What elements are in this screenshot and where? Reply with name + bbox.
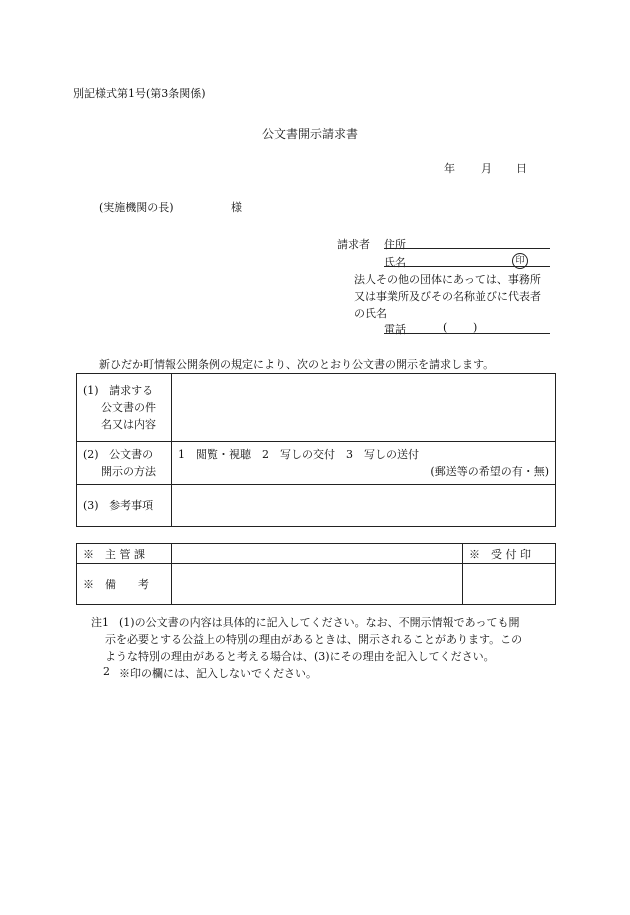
note1-line1: (1)の公文書の内容は具体的に記入してください。なお、不開示情報であっても開 <box>119 616 520 629</box>
mail-preference-note: (郵送等の希望の有・無) <box>430 465 549 478</box>
address-label: 住所 <box>384 238 406 251</box>
seal-mark: 印 <box>512 253 528 269</box>
row2-label-line2: 開示の方法 <box>101 465 156 478</box>
requester-label: 請求者 <box>337 238 370 251</box>
note1-line3: ような特別の理由があると考える場合は、(3)にその理由を記入してください。 <box>105 650 495 663</box>
row1-label-line1: 請求する <box>109 384 154 397</box>
dept-label: ※ 主 管 課 <box>83 547 145 561</box>
row1-label-line2: 公文書の件 <box>101 401 156 414</box>
receipt-label: ※ 受 付 印 <box>469 547 531 561</box>
remarks-label-cell <box>77 564 172 605</box>
reference-label-cell <box>77 485 172 527</box>
office-use-table <box>76 543 556 605</box>
date-day: 日 <box>516 162 527 175</box>
phone-label: 電話 <box>384 323 406 336</box>
form-number: 別記様式第1号(第3条関係) <box>73 87 206 100</box>
reference-field[interactable] <box>172 485 556 527</box>
row1-label-line3: 名又は内容 <box>101 418 156 431</box>
table-row <box>77 564 556 605</box>
row3-label: 参考事項 <box>109 499 154 512</box>
note1-line2: 示を必要とする公益上の特別の理由があるときは、開示されることがあります。この <box>105 633 523 646</box>
note2-text: ※印の欄には、記入しないでください。 <box>119 667 317 680</box>
note2-prefix: 2 <box>103 665 110 678</box>
form-title: 公文書開示請求書 <box>262 127 359 141</box>
dept-field[interactable] <box>172 544 463 564</box>
receipt-stamp-field[interactable] <box>463 564 556 605</box>
dept-label-cell <box>77 544 172 564</box>
method-label-cell <box>77 442 172 485</box>
phone-paren-open: ( <box>443 321 448 334</box>
addressee-label: (実施機関の長) <box>99 201 174 214</box>
method-options-cell[interactable] <box>172 442 556 485</box>
phone-field[interactable] <box>384 319 550 334</box>
table-row <box>77 374 556 442</box>
request-content-label-cell <box>77 374 172 442</box>
date-month: 月 <box>481 162 492 175</box>
corp-note-line2: 又は事業所及びその名称並びに代表者 <box>354 290 541 303</box>
remarks-field[interactable] <box>172 564 463 605</box>
intro-text: 新ひだか町情報公開条例の規定により、次のとおり公文書の開示を請求します。 <box>99 358 495 371</box>
receipt-label-cell <box>463 544 556 564</box>
row2-num: (2) <box>83 448 99 461</box>
request-table <box>76 373 556 527</box>
table-row <box>77 442 556 485</box>
corp-note-line1: 法人その他の団体にあっては、事務所 <box>354 273 541 286</box>
remarks-label: ※ 備 考 <box>83 578 149 591</box>
method-options: 1 閲覧・視聴 2 写しの交付 3 写しの送付 <box>178 448 419 461</box>
row3-num: (3) <box>83 499 99 512</box>
address-field[interactable] <box>384 234 550 249</box>
corp-note-line3: の氏名 <box>354 307 387 320</box>
phone-paren-close: ) <box>473 321 478 334</box>
request-content-field[interactable] <box>172 374 556 442</box>
addressee-honorific: 様 <box>231 201 242 214</box>
name-label: 氏名 <box>384 256 406 269</box>
table-row <box>77 544 556 564</box>
row1-num: (1) <box>83 384 99 397</box>
row2-label-line1: 公文書の <box>109 448 154 461</box>
date-year: 年 <box>444 162 455 175</box>
table-row <box>77 485 556 527</box>
note1-prefix: 注1 <box>91 616 109 629</box>
